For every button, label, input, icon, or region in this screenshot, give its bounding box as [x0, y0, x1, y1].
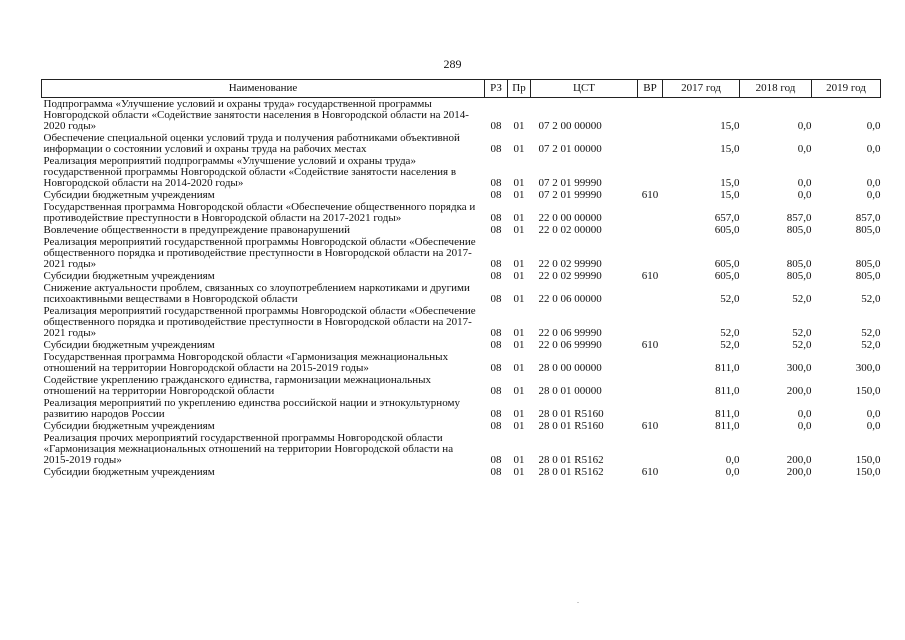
row-rz: 08 — [490, 224, 502, 236]
row-value-2017: 811,0 — [715, 362, 740, 374]
row-pr: 01 — [513, 143, 525, 155]
row-cst: 22 0 06 00000 — [538, 293, 602, 305]
header-2018: 2018 год — [740, 80, 812, 98]
row-value-2018: 52,0 — [792, 293, 812, 305]
row-rz: 08 — [490, 362, 502, 374]
row-pr: 01 — [513, 224, 525, 236]
row-vr: 610 — [641, 466, 659, 478]
row-rz: 08 — [490, 466, 502, 478]
row-value-2019: 0,0 — [866, 177, 881, 189]
row-value-2017: 657,0 — [714, 212, 740, 224]
table-row — [42, 98, 881, 133]
row-name: Субсидии бюджетным учреждениям — [43, 466, 215, 478]
table-row — [42, 466, 881, 478]
row-value-2017: 52,0 — [720, 293, 740, 305]
table-header-row — [42, 80, 881, 98]
row-rz: 08 — [490, 454, 502, 466]
row-name: Субсидии бюджетным учреждениям — [43, 420, 215, 432]
row-vr — [638, 374, 663, 397]
row-rz: 08 — [490, 212, 502, 224]
row-name: Реализация мероприятий подпрограммы «Улучшение условий и охраны труда» государственной программы Новгородской области «Содействие занятости населения в Новгородской области на 2014-2020 годы» — [43, 155, 457, 189]
row-cst: 22 0 02 99990 — [538, 258, 602, 270]
row-cst: 28 0 01 R5162 — [538, 454, 604, 466]
row-rz: 08 — [490, 258, 502, 270]
row-value-2018: 805,0 — [786, 224, 812, 236]
row-value-2018: 52,0 — [792, 339, 812, 351]
row-vr — [638, 351, 663, 374]
row-vr — [638, 132, 663, 155]
row-value-2019: 52,0 — [861, 293, 881, 305]
row-name: Государственная программа Новгородской области «Гармонизация межнациональных отношений на территории Новгородской области на 2015-2019 годы» — [43, 351, 449, 374]
row-name: Содействие укреплению гражданского единства, гармонизации межнациональных отношений на территории Новгородской области — [43, 374, 431, 397]
row-rz: 08 — [490, 327, 502, 339]
row-pr: 01 — [513, 120, 525, 132]
row-vr: 610 — [641, 189, 659, 201]
row-value-2017: 605,0 — [714, 258, 740, 270]
row-value-2019: 52,0 — [861, 339, 881, 351]
row-value-2017: 15,0 — [720, 143, 740, 155]
header-pr: Пр — [508, 80, 531, 98]
row-name: Реализация мероприятий государственной программы Новгородской области «Обеспечение общественного порядка и противодействие преступности в Новгородской области на 2017-2021 годы» — [43, 305, 476, 339]
row-rz: 08 — [490, 385, 502, 397]
row-value-2017: 0,0 — [725, 466, 740, 478]
row-cst: 28 0 01 R5162 — [538, 466, 604, 478]
row-pr: 01 — [513, 258, 525, 270]
row-value-2019: 805,0 — [855, 270, 881, 282]
row-value-2019: 150,0 — [855, 466, 881, 478]
row-cst: 28 0 01 00000 — [538, 385, 602, 397]
row-pr: 01 — [513, 339, 525, 351]
row-value-2017: 811,0 — [715, 420, 740, 432]
row-pr: 01 — [513, 293, 525, 305]
row-cst: 07 2 00 00000 — [538, 120, 602, 132]
table-row — [42, 374, 881, 397]
row-pr: 01 — [513, 420, 525, 432]
scan-mark: . — [577, 596, 579, 605]
row-value-2017: 15,0 — [720, 189, 740, 201]
row-cst: 07 2 01 99990 — [538, 177, 602, 189]
row-name: Подпрограмма «Улучшение условий и охраны труда» государственной программы Новгородской области «Содействие занятости населения в Новгородской области на 2014-2020 годы» — [43, 98, 469, 132]
table-row — [42, 397, 881, 420]
row-value-2018: 0,0 — [797, 177, 812, 189]
row-value-2017: 0,0 — [725, 454, 740, 466]
row-vr — [638, 98, 663, 133]
row-cst: 22 0 06 99990 — [538, 327, 602, 339]
row-pr: 01 — [513, 177, 525, 189]
row-vr — [638, 236, 663, 270]
row-value-2019: 150,0 — [855, 454, 881, 466]
row-name: Обеспечение специальной оценки условий труда и получения работниками объективной информации о состоянии условий и охраны труда на рабочих местах — [43, 132, 460, 155]
row-name: Вовлечение общественности в предупреждение правонарушений — [43, 224, 351, 236]
row-value-2018: 0,0 — [797, 189, 812, 201]
row-cst: 07 2 01 00000 — [538, 143, 602, 155]
row-pr: 01 — [513, 212, 525, 224]
row-value-2017: 811,0 — [715, 408, 740, 420]
row-value-2018: 200,0 — [786, 466, 812, 478]
row-value-2017: 811,0 — [715, 385, 740, 397]
row-rz: 08 — [490, 293, 502, 305]
row-name: Реализация прочих мероприятий государственной программы Новгородской области «Гармонизация межнациональных отношений на территории Новгородской области на 2015-2019 годы» — [43, 432, 454, 466]
row-cst: 22 0 02 00000 — [538, 224, 602, 236]
table-row — [42, 270, 881, 282]
row-vr — [638, 432, 663, 466]
row-name: Субсидии бюджетным учреждениям — [43, 189, 215, 201]
row-name: Снижение актуальности проблем, связанных со злоупотреблением наркотиками и другими психоактивными веществами в Новгородской области — [43, 282, 470, 305]
row-value-2017: 52,0 — [720, 339, 740, 351]
row-value-2018: 0,0 — [797, 420, 812, 432]
row-value-2019: 805,0 — [855, 258, 881, 270]
table-body — [42, 98, 881, 479]
table-row — [42, 236, 881, 270]
header-rz: РЗ — [485, 80, 508, 98]
table-row — [42, 420, 881, 432]
row-cst: 22 0 00 00000 — [538, 212, 602, 224]
row-rz: 08 — [490, 120, 502, 132]
row-name: Государственная программа Новгородской области «Обеспечение общественного порядка и противодействие преступности в Новгородской области на 2017-2021 годы» — [43, 201, 476, 224]
table-row — [42, 282, 881, 305]
row-vr: 610 — [641, 339, 659, 351]
row-cst: 22 0 06 99990 — [538, 339, 602, 351]
row-vr — [638, 305, 663, 339]
row-value-2017: 52,0 — [720, 327, 740, 339]
row-cst: 07 2 01 99990 — [538, 189, 602, 201]
row-value-2018: 805,0 — [786, 270, 812, 282]
page-number: 289 — [443, 57, 462, 71]
row-value-2019: 857,0 — [855, 212, 881, 224]
row-cst: 28 0 01 R5160 — [538, 420, 604, 432]
row-value-2018: 857,0 — [786, 212, 812, 224]
row-value-2019: 0,0 — [866, 408, 881, 420]
row-value-2018: 0,0 — [797, 143, 812, 155]
table-row — [42, 351, 881, 374]
header-vr: ВР — [638, 80, 663, 98]
row-value-2019: 52,0 — [861, 327, 881, 339]
budget-table — [41, 79, 881, 478]
row-value-2018: 200,0 — [786, 454, 812, 466]
row-value-2019: 300,0 — [855, 362, 881, 374]
row-value-2018: 0,0 — [797, 120, 812, 132]
row-vr — [638, 155, 663, 189]
table-row — [42, 132, 881, 155]
row-name: Реализация мероприятий государственной программы Новгородской области «Обеспечение общественного порядка и противодействие преступности в Новгородской области на 2017-2021 годы» — [43, 236, 476, 270]
row-pr: 01 — [513, 466, 525, 478]
row-value-2018: 52,0 — [792, 327, 812, 339]
row-cst: 28 0 01 R5160 — [538, 408, 604, 420]
table-row — [42, 201, 881, 224]
table-row — [42, 155, 881, 189]
row-pr: 01 — [513, 189, 525, 201]
row-rz: 08 — [490, 420, 502, 432]
row-value-2019: 0,0 — [866, 420, 881, 432]
row-vr: 610 — [641, 270, 659, 282]
row-vr — [638, 224, 663, 236]
table-row — [42, 224, 881, 236]
row-value-2017: 15,0 — [720, 120, 740, 132]
row-value-2019: 0,0 — [866, 143, 881, 155]
row-vr: 610 — [641, 420, 659, 432]
row-rz: 08 — [490, 270, 502, 282]
row-rz: 08 — [490, 177, 502, 189]
row-value-2017: 15,0 — [720, 177, 740, 189]
row-name: Субсидии бюджетным учреждениям — [43, 339, 215, 351]
row-rz: 08 — [490, 189, 502, 201]
row-value-2018: 200,0 — [786, 385, 812, 397]
table-row — [42, 432, 881, 466]
table-row — [42, 189, 881, 201]
header-cst: ЦСТ — [531, 80, 638, 98]
row-pr: 01 — [513, 385, 525, 397]
row-name: Субсидии бюджетным учреждениям — [43, 270, 215, 282]
row-name: Реализация мероприятий по укреплению единства российской нации и этнокультурному развитию народов России — [43, 397, 460, 420]
row-value-2017: 605,0 — [714, 224, 740, 236]
table-row — [42, 305, 881, 339]
row-cst: 28 0 00 00000 — [538, 362, 602, 374]
row-pr: 01 — [513, 362, 525, 374]
row-pr: 01 — [513, 270, 525, 282]
table-row — [42, 339, 881, 351]
row-pr: 01 — [513, 408, 525, 420]
row-value-2019: 805,0 — [855, 224, 881, 236]
row-rz: 08 — [490, 143, 502, 155]
row-value-2018: 805,0 — [786, 258, 812, 270]
header-2017: 2017 год — [663, 80, 740, 98]
row-pr: 01 — [513, 454, 525, 466]
row-cst: 22 0 02 99990 — [538, 270, 602, 282]
row-value-2019: 0,0 — [866, 189, 881, 201]
header-2019: 2019 год — [812, 80, 881, 98]
row-rz: 08 — [490, 339, 502, 351]
row-rz: 08 — [490, 408, 502, 420]
row-value-2018: 0,0 — [797, 408, 812, 420]
header-name: Наименование — [42, 80, 485, 98]
row-vr — [638, 397, 663, 420]
row-pr: 01 — [513, 327, 525, 339]
row-value-2019: 0,0 — [866, 120, 881, 132]
row-value-2017: 605,0 — [714, 270, 740, 282]
row-value-2019: 150,0 — [855, 385, 881, 397]
row-vr — [638, 201, 663, 224]
row-vr — [638, 282, 663, 305]
row-value-2018: 300,0 — [786, 362, 812, 374]
